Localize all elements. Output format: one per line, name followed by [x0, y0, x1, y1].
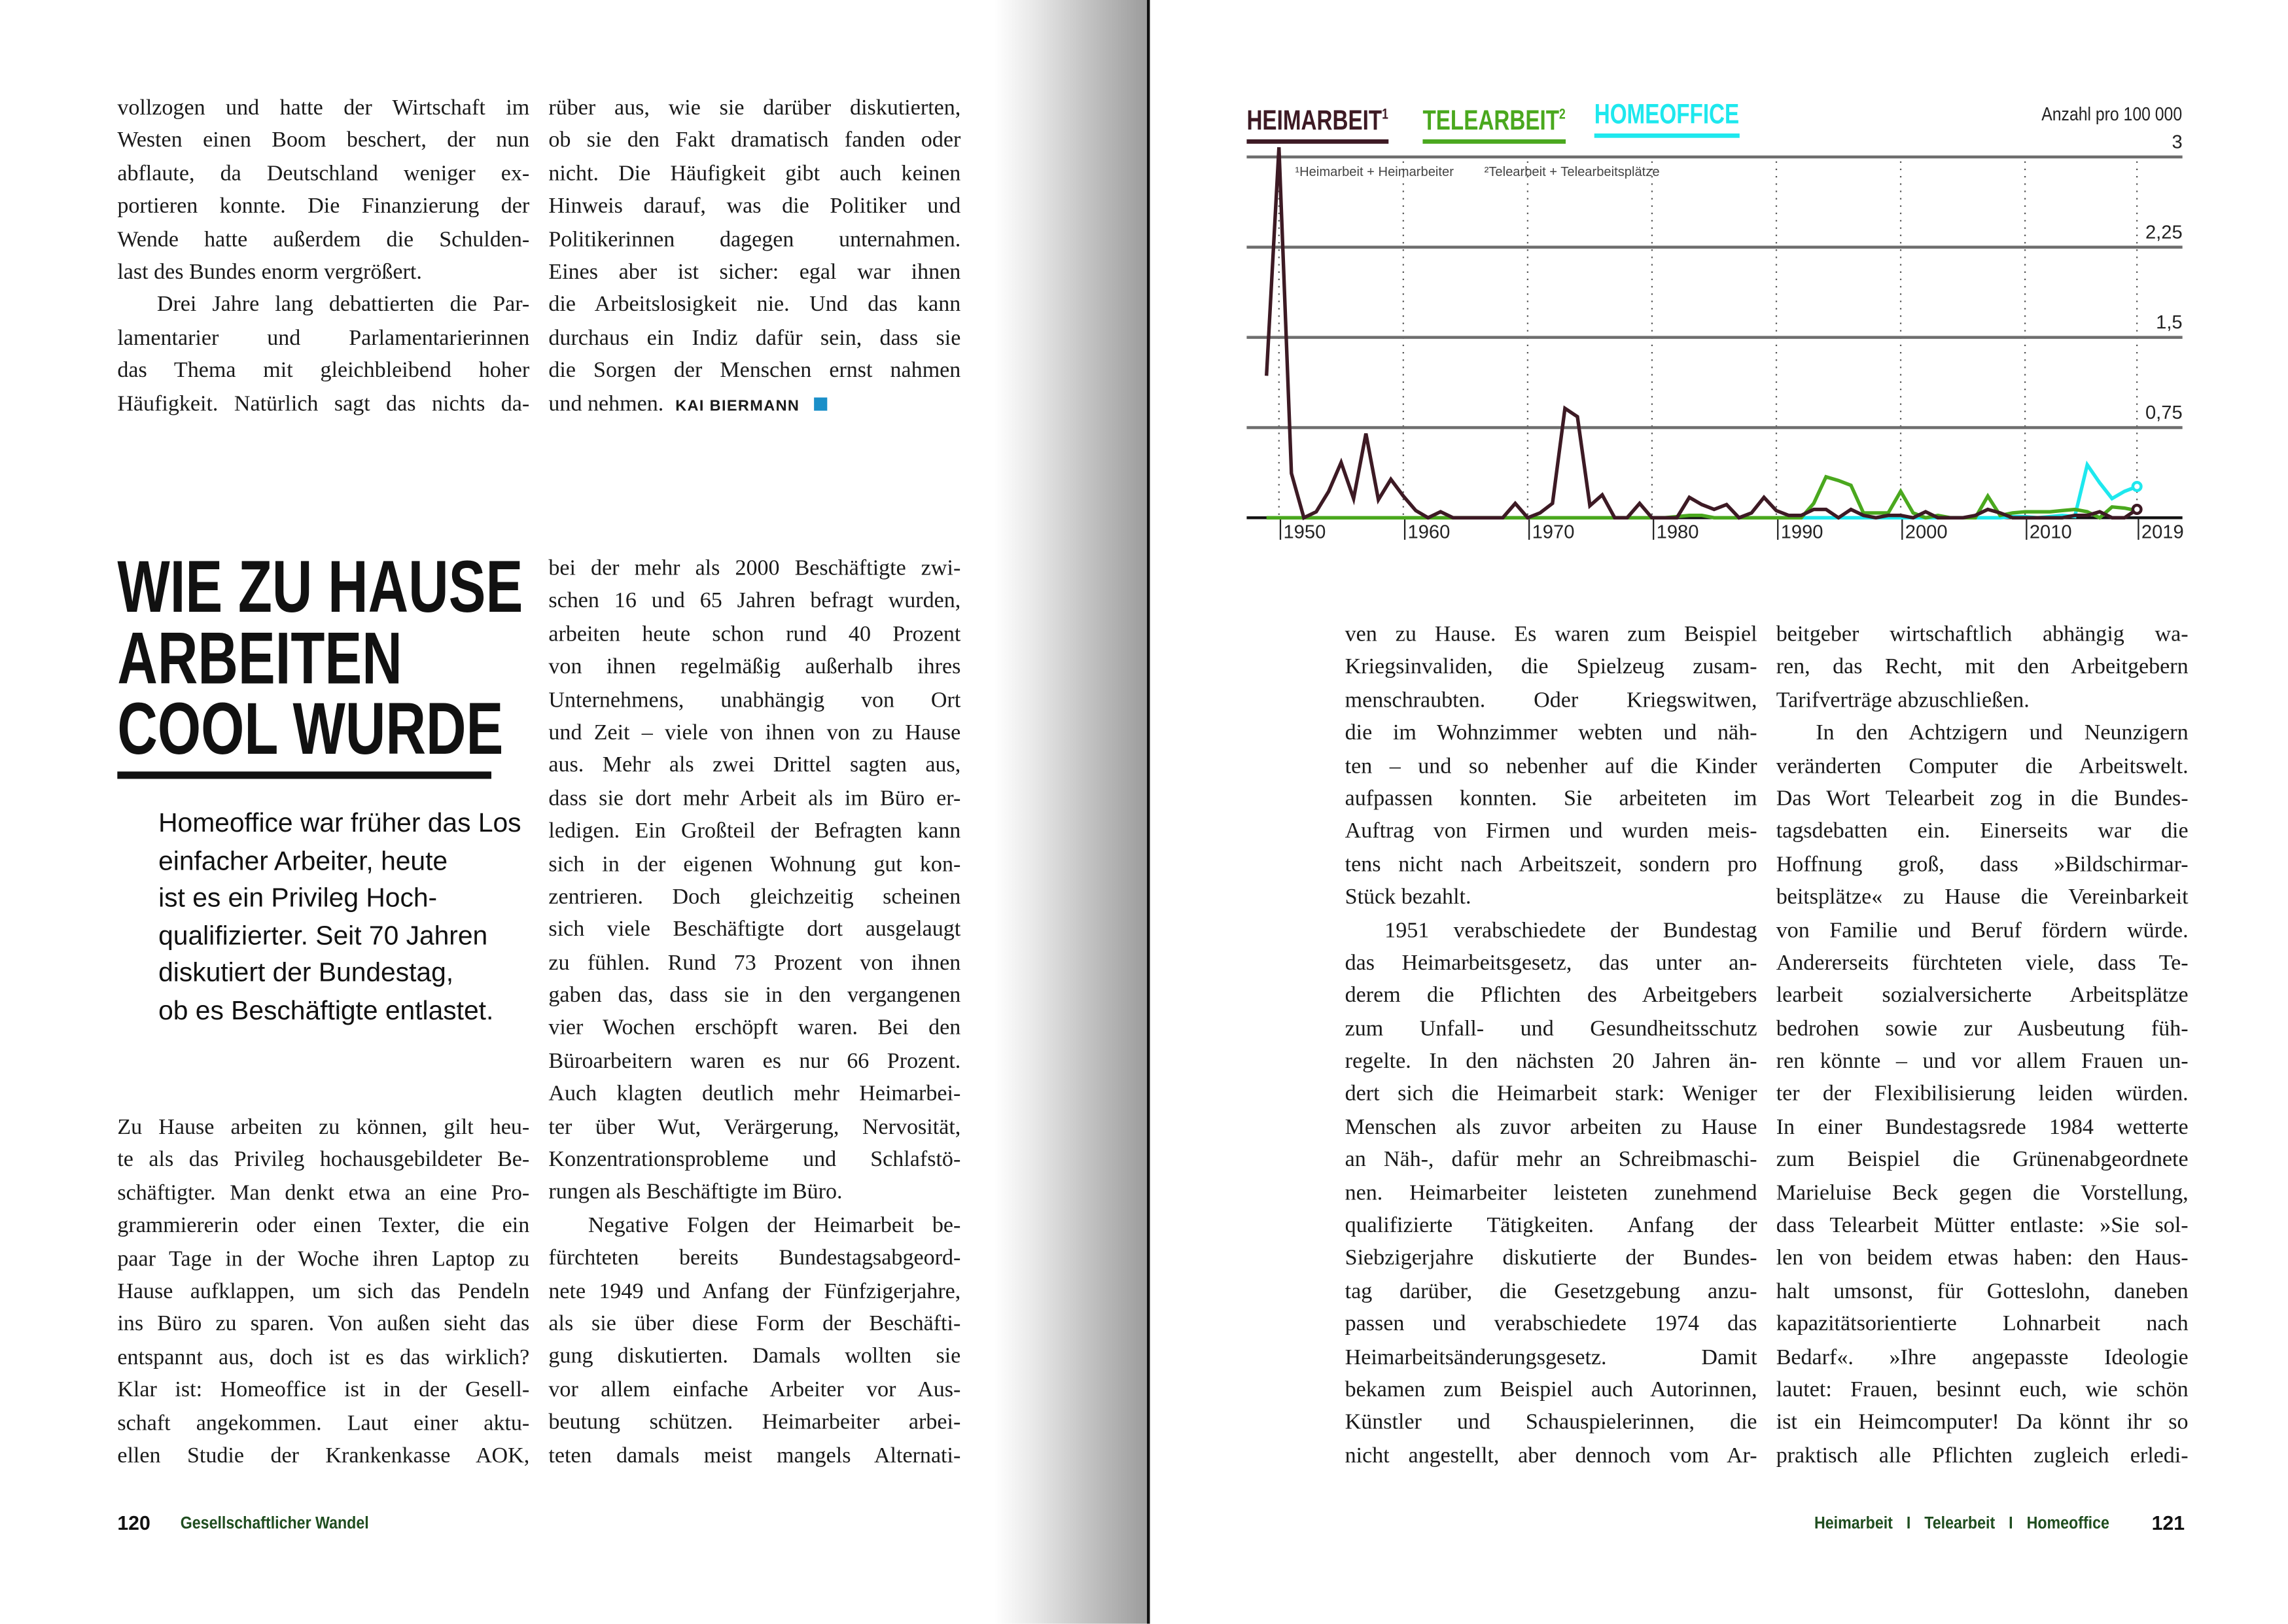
- text-line-content: Stück bezahlt.: [1345, 885, 1471, 910]
- text-line: [1776, 783, 2189, 816]
- text-line: [548, 750, 960, 783]
- text-line-content: schen 16 und 65 Jahren befragt wurden,: [548, 588, 961, 614]
- text-line-content: das Thema mit gleichbleibend hoher: [117, 358, 530, 383]
- text-line: [548, 1210, 960, 1243]
- x-tick-label: 1990: [1780, 521, 1823, 543]
- text-line-content: sich in der eigenen Wohnung gut kon-: [548, 851, 961, 877]
- text-line: [1776, 1046, 2189, 1079]
- deck-line: ist es ein Privileg Hoch-: [158, 883, 438, 913]
- text-line-content: nete 1949 und Anfang der Fünfzigerjahre,: [548, 1278, 961, 1303]
- text-line-content: von ihnen regelmäßig außerhalb ihres: [548, 654, 961, 680]
- text-line-content: Klar ist: Homeoffice ist in der Gesell-: [117, 1377, 530, 1403]
- deck-line: diskutiert der Bundestag,: [158, 958, 454, 988]
- text-line-content: halt umsonst, für Gotteslohn, daneben: [1776, 1279, 2189, 1304]
- text-line-content: ob sie den Fakt dramatisch fanden oder: [548, 128, 961, 154]
- text-line-content: ledigen. Ein Großteil der Befragten kann: [548, 819, 961, 844]
- text-line-content: die Sorgen der Menschen ernst nahmen: [548, 358, 961, 383]
- footnote-2: ²Telearbeit + Telearbeitsplätze: [1484, 165, 1660, 180]
- text-line-content: aus. Mehr als zwei Drittel sagten aus,: [548, 752, 961, 778]
- text-line: [1776, 1013, 2189, 1046]
- text-line: [1345, 1079, 1757, 1112]
- x-tick-label: 1980: [1656, 521, 1699, 543]
- text-line-content: sich viele Beschäftigte dort ausgelaugt: [548, 917, 961, 942]
- text-line: [1345, 1013, 1757, 1046]
- text-line: [1345, 1407, 1757, 1440]
- text-line: [1345, 684, 1757, 717]
- text-line: [117, 1407, 529, 1440]
- text-line-content: ist ein Heimcomputer! Da könnt ihr so: [1776, 1410, 2189, 1436]
- text-line-content: Auftrag von Firmen und wurden meis-: [1345, 819, 1757, 844]
- text-line: [1776, 750, 2189, 783]
- text-line: [1345, 915, 1757, 947]
- text-line: [1345, 783, 1757, 816]
- text-line-content: ellen Studie der Krankenkasse AOK,: [117, 1443, 530, 1468]
- text-line-content: teten damals meist mangels Alternati-: [548, 1442, 961, 1468]
- x-tick-label: 1960: [1407, 521, 1451, 543]
- text-line: [1776, 1144, 2189, 1177]
- text-line: [1345, 1341, 1757, 1374]
- section-homeoffice: Homeoffice: [2026, 1515, 2109, 1533]
- text-line-content: ven zu Hause. Es waren zum Beispiel: [1345, 622, 1757, 647]
- line-chart: [0, 0, 2288, 587]
- text-line-content: Büroarbeitern waren es nur 66 Prozent.: [548, 1048, 961, 1074]
- text-line-content: von Familie und Beruf fördern würde.: [1776, 917, 2189, 943]
- section-heimarbeit: Heimarbeit: [1814, 1515, 1893, 1533]
- text-line: [1345, 816, 1757, 849]
- text-line-content: schaft angekommen. Laut einer aktu-: [117, 1410, 530, 1436]
- text-line-content: Kriegsinvaliden, die Spielzeug zusam-: [1345, 654, 1757, 680]
- text-line-content: Andererseits fürchteten viele, dass Te-: [1776, 950, 2189, 976]
- text-line: [1776, 1079, 2189, 1112]
- text-line: [548, 783, 960, 815]
- x-tick-label: 2000: [1905, 521, 1948, 543]
- text-line: [1776, 684, 2189, 717]
- text-line-content: beitgeber wirtschaftlich abhängig wa-: [1776, 622, 2189, 647]
- right-body-column-1: [1345, 619, 1757, 1473]
- text-line: [117, 1144, 529, 1177]
- text-line: [1776, 915, 2189, 947]
- text-line: [548, 652, 960, 684]
- text-line-content: die im Wohnzimmer webten und näh-: [1345, 720, 1757, 746]
- text-line: [1776, 1276, 2189, 1309]
- text-line: [548, 586, 960, 618]
- text-line-content: die Arbeitslosigkeit nie. Und das kann: [548, 292, 961, 317]
- text-line-content: ins Büro zu sparen. Von außen sieht das: [117, 1311, 530, 1337]
- text-line: [1776, 947, 2189, 980]
- text-line-content: Auch klagten deutlich mehr Heimarbei-: [548, 1081, 961, 1106]
- text-line-content: bedrohen sowie zur Ausbeutung füh-: [1776, 1015, 2189, 1041]
- text-line-content: paar Tage in der Woche ihren Laptop zu: [117, 1246, 530, 1271]
- text-line-content: nen. Heimarbeiter leisteten zunehmend: [1345, 1180, 1757, 1205]
- chart-unit-label: Anzahl pro 100 000: [2041, 102, 2183, 125]
- text-line-content: ren, das Recht, mit den Arbeitgebern: [1776, 654, 2189, 680]
- page-number-left: 120: [117, 1512, 150, 1534]
- text-line: [548, 684, 960, 717]
- text-line: [548, 717, 960, 750]
- text-line-content: schäftigter. Man denkt etwa an eine Pro-: [117, 1180, 530, 1206]
- text-line: [1776, 1407, 2189, 1440]
- text-line: [548, 1275, 960, 1308]
- text-line-content: Drei Jahre lang debattierten die Par-: [156, 292, 530, 317]
- text-line-content: bekamen zum Beispiel auch Autorinnen,: [1345, 1377, 1757, 1403]
- deck-line: qualifizierter. Seit 70 Jahren: [158, 921, 488, 951]
- text-line-content: 1951 verabschiedete der Bundestag: [1384, 917, 1757, 943]
- text-line-content: Hause aufklappen, um sich das Pendeln: [117, 1279, 530, 1304]
- right-body-column-2: [1776, 619, 2189, 1473]
- text-line: [1345, 947, 1757, 980]
- text-line: [1345, 1177, 1757, 1210]
- text-line-content: beutung schützen. Heimarbeiter arbei-: [548, 1409, 961, 1435]
- text-line: [1345, 1112, 1757, 1144]
- text-line: [548, 1243, 960, 1275]
- text-line-content: passen und verabschiedete 1974 das: [1345, 1311, 1757, 1337]
- text-line-content: Das Wort Telearbeit zog in die Bundes-: [1776, 786, 2189, 811]
- text-line-content: ter über Wut, Verärgerung, Nervosität,: [548, 1114, 961, 1139]
- text-line-content: Eines aber ist sicher: egal war ihnen: [548, 259, 961, 285]
- text-line: [117, 1112, 529, 1144]
- x-tick-label: 2010: [2029, 521, 2072, 543]
- text-line-content: praktisch alle Pflichten zugleich erledi-: [1776, 1443, 2189, 1468]
- deck-line: Homeoffice war früher das Los: [158, 808, 521, 838]
- text-line-content: rüber aus, wie sie darüber diskutierten,: [548, 95, 961, 120]
- text-line: [1776, 980, 2189, 1013]
- text-line: [548, 1046, 960, 1078]
- text-line-content: Häufigkeit. Natürlich sagt das nichts da-: [117, 391, 530, 416]
- text-line: [117, 1342, 529, 1375]
- text-line-content: und nehmen.: [548, 391, 664, 416]
- text-line: [1345, 882, 1757, 915]
- series-line-heimarbeit: [1267, 147, 2137, 518]
- text-line-content: dert sich die Heimarbeit stark: Weniger: [1345, 1082, 1757, 1107]
- x-tick-label: 1970: [1532, 521, 1575, 543]
- section-separator: I: [2009, 1515, 2013, 1533]
- text-line-content: Hoffnung groß, dass »Bildschirmar-: [1776, 851, 2189, 877]
- text-line-content: grammiererin oder einen Texter, die ein: [117, 1213, 530, 1239]
- text-line: [1776, 1112, 2189, 1144]
- text-line-content: len von beidem etwas haben: den Haus-: [1776, 1246, 2189, 1271]
- text-line: [1345, 1309, 1757, 1341]
- text-line: [1345, 1374, 1757, 1407]
- text-line: [1345, 1210, 1757, 1243]
- text-line: [548, 1013, 960, 1046]
- headline-line: ARBEITEN: [117, 616, 402, 699]
- deck-line: ob es Beschäftigte entlastet.: [158, 996, 494, 1025]
- text-line: [548, 1341, 960, 1374]
- author-byline: KAI BIERMANN: [675, 397, 800, 415]
- footnote-1: ¹Heimarbeit + Heimarbeiter: [1295, 165, 1454, 180]
- text-line: [1345, 1243, 1757, 1276]
- text-line-content: durchaus ein Indiz dafür sein, dass sie: [548, 325, 961, 351]
- text-line-content: an Näh-, dafür mehr an Schreibmaschi-: [1345, 1147, 1757, 1173]
- text-line-content: zum Unfall- und Gesundheitsschutz: [1345, 1015, 1757, 1041]
- text-line-content: te als das Privileg hochausgebildeter Be-: [117, 1147, 530, 1173]
- text-line-content: Westen einen Boom beschert, der nun: [117, 128, 530, 154]
- text-line: [1776, 849, 2189, 881]
- text-line: [117, 1243, 529, 1276]
- text-line-content: Konzentrationsprobleme und Schlafstö-: [548, 1147, 961, 1173]
- text-line-content: Künstler und Schauspielerinnen, die: [1345, 1410, 1757, 1436]
- text-line-content: vor allem einfache Arbeiter vor Aus-: [548, 1377, 961, 1402]
- text-line: [548, 980, 960, 1013]
- text-line-content: das Heimarbeitsgesetz, das unter an-: [1345, 950, 1757, 976]
- text-line: [1345, 1144, 1757, 1177]
- text-line-content: ren könnte – und vor allem Frauen un-: [1776, 1048, 2189, 1074]
- text-line-content: vier Wochen erschöpft waren. Bei den: [548, 1015, 961, 1041]
- text-line-content: entspannt aus, doch ist es das wirklich?: [117, 1345, 530, 1370]
- text-line-content: learbeit sozialversicherte Arbeitsplätze: [1776, 983, 2189, 1008]
- text-line-content: zu fühlen. Rund 73 Prozent von ihnen: [548, 949, 961, 976]
- legend-footnote-mark: 2: [1559, 107, 1566, 124]
- text-line: [1776, 816, 2189, 849]
- text-line-content: lautet: Frauen, besinnt euch, wie schön: [1776, 1377, 2189, 1403]
- text-line: [548, 1144, 960, 1177]
- text-line: [1776, 1374, 2189, 1407]
- text-line-content: In einer Bundestagsrede 1984 wetterte: [1776, 1114, 2189, 1140]
- text-line-content: last des Bundes enorm vergrößert.: [117, 259, 422, 285]
- text-line: [548, 1309, 960, 1341]
- text-line: [548, 1374, 960, 1407]
- headline-underline: [117, 771, 491, 779]
- text-line-content: kapazitätsorientierte Lohnarbeit nach: [1776, 1311, 2189, 1337]
- text-line: [117, 1276, 529, 1309]
- headline-line: WIE ZU HAUSE: [117, 545, 523, 628]
- x-tick-label: 1950: [1283, 521, 1326, 543]
- text-line-content: Menschen als zuvor arbeiten zu Hause: [1345, 1114, 1757, 1140]
- text-line-content: Politikerinnen dagegen unternahmen.: [548, 226, 961, 252]
- text-line-content: qualifizierte Tätigkeiten. Anfang der: [1345, 1212, 1757, 1239]
- text-line: [548, 1177, 960, 1210]
- text-line: [548, 849, 960, 881]
- text-line: [1345, 980, 1757, 1013]
- text-line-content: zentrieren. Doch gleichzeitig scheinen: [548, 884, 961, 909]
- page-number-right: 121: [2151, 1512, 2185, 1534]
- text-line: [548, 914, 960, 947]
- text-line-content: Wende hatte außerdem die Schulden-: [117, 226, 530, 252]
- text-line: [548, 1439, 960, 1472]
- text-line-content: nicht angestellt, aber dennoch vom Ar-: [1345, 1443, 1757, 1468]
- text-line-content: bei der mehr als 2000 Beschäftigte zwi-: [548, 556, 961, 581]
- text-line: [1776, 882, 2189, 915]
- left-body-column-2: [548, 553, 960, 1472]
- text-line: [117, 1375, 529, 1407]
- text-line: [548, 1407, 960, 1439]
- text-line-content: aufpassen konnten. Sie arbeiteten im: [1345, 786, 1757, 811]
- text-line-content: Unternehmens, unabhängig von Ort: [548, 687, 961, 713]
- legend-label: HOMEOFFICE: [1594, 99, 1740, 131]
- text-line-content: tagsdebatten ein. Einerseits war die: [1776, 819, 2189, 844]
- text-line-content: gung diskutierten. Damals wollten sie: [548, 1344, 961, 1369]
- text-line-content: tag darüber, die Gesetzgebung anzu-: [1345, 1279, 1757, 1304]
- text-line: [1776, 1440, 2189, 1473]
- text-line-content: abflaute, da Deutschland weniger ex-: [117, 161, 530, 186]
- chart-series: [1267, 147, 2141, 518]
- text-line-content: ter der Flexibilisierung leiden würden.: [1776, 1082, 2189, 1107]
- legend-label: TELEARBEIT: [1422, 106, 1560, 137]
- text-line: [1776, 619, 2189, 652]
- text-line-content: Marieluise Beck gegen die Vorstellung,: [1776, 1180, 2189, 1205]
- text-line-content: lamentarier und Parlamentarierinnen: [117, 325, 530, 351]
- text-line: [1345, 619, 1757, 652]
- text-line-content: nicht. Die Häufigkeit gibt auch keinen: [548, 161, 961, 186]
- text-line-content: Tarifverträge abzuschließen.: [1776, 687, 2030, 713]
- text-line: [1776, 718, 2189, 750]
- text-line-content: Siebzigerjahre diskutierte der Bundes-: [1345, 1246, 1757, 1271]
- text-line: [1345, 718, 1757, 750]
- text-line: [1776, 1210, 2189, 1243]
- text-line-content: dass sie dort mehr Arbeit als im Büro er-: [548, 785, 961, 811]
- legend-label: HEIMARBEIT: [1246, 106, 1382, 137]
- text-line-content: veränderten Computer die Arbeitswelt.: [1776, 753, 2189, 779]
- y-tick-label: 3: [2172, 132, 2183, 153]
- headline-line: COOL WURDE: [117, 688, 504, 770]
- y-tick-label: 1,5: [2156, 312, 2183, 334]
- text-line-content: portieren konnte. Die Finanzierung der: [117, 194, 530, 219]
- text-line-content: regelte. In den nächsten 20 Jahren än-: [1345, 1048, 1757, 1074]
- text-line: [117, 1210, 529, 1243]
- text-line: [548, 947, 960, 980]
- section-title-left: Gesellschaftlicher Wandel: [180, 1515, 369, 1533]
- text-line-content: In den Achtzigern und Neunzigern: [1816, 720, 2189, 746]
- deck-line: einfacher Arbeiter, heute: [158, 845, 448, 875]
- text-line: [1776, 1341, 2189, 1374]
- text-line: [1345, 1046, 1757, 1079]
- text-line: [1345, 1440, 1757, 1473]
- text-line-content: Heimarbeitsänderungsgesetz. Damit: [1345, 1344, 1757, 1369]
- text-line: [548, 881, 960, 914]
- text-line-content: rungen als Beschäftigte im Büro.: [548, 1180, 843, 1205]
- text-line-content: dass Telearbeit Mütter entlaste: »Sie sol-: [1776, 1212, 2189, 1239]
- text-line-content: als sie über diese Form der Beschäfti-: [548, 1311, 961, 1337]
- text-line: [1776, 1177, 2189, 1210]
- x-tick-label: 2019: [2141, 521, 2184, 543]
- section-telearbeit: Telearbeit: [1924, 1515, 1996, 1533]
- text-line-content: tens nicht nach Arbeitszeit, sondern pro: [1345, 851, 1757, 877]
- series-line-telearbeit: [1267, 477, 2137, 518]
- text-line-content: menschraubten. Oder Kriegswitwen,: [1345, 687, 1757, 713]
- text-line: [548, 1111, 960, 1144]
- legend-footnote-mark: 1: [1382, 107, 1388, 124]
- text-line-content: ten – und so nebenher auf die Kinder: [1345, 753, 1757, 779]
- text-line-content: derem die Pflichten des Arbeitgebers: [1345, 983, 1757, 1008]
- text-line-content: Negative Folgen der Heimarbeit be-: [588, 1212, 961, 1238]
- text-line-content: gaben das, dass sie in den vergangenen: [548, 983, 961, 1008]
- text-line: [117, 1440, 529, 1473]
- text-line: [1345, 1276, 1757, 1309]
- text-line: [1345, 652, 1757, 684]
- text-line-content: fürchteten bereits Bundestagsabgeord-: [548, 1245, 961, 1271]
- y-tick-label: 0,75: [2145, 402, 2183, 424]
- text-line: [548, 619, 960, 652]
- text-line: [1345, 750, 1757, 783]
- text-line: [117, 1178, 529, 1210]
- text-line: [117, 1309, 529, 1341]
- section-title-right: [1814, 1515, 2109, 1533]
- text-line-content: Hinweis darauf, was die Politiker und: [548, 194, 961, 219]
- text-line-content: Zu Hause arbeiten zu können, gilt heu-: [117, 1114, 530, 1140]
- text-line-content: beitsplätze« zu Hause die Vereinbarkeit: [1776, 885, 2189, 910]
- chart-grid: [1246, 132, 2183, 542]
- text-line-content: Bedarf«. »Ihre angepasste Ideologie: [1776, 1344, 2189, 1369]
- text-line-content: arbeiten heute schon rund 40 Prozent: [548, 621, 961, 647]
- text-line-content: zum Beispiel die Grünenabgeordnete: [1776, 1147, 2189, 1173]
- text-line: [1345, 849, 1757, 881]
- text-line: [1776, 1309, 2189, 1341]
- series-end-marker-homeoffice: [2133, 482, 2141, 491]
- section-separator: I: [1906, 1515, 1911, 1533]
- text-line-content: und Zeit – viele von ihnen von zu Hause: [548, 720, 961, 745]
- series-end-marker-heimarbeit: [2133, 505, 2141, 514]
- article-deck: [158, 805, 521, 1031]
- text-line: [1776, 652, 2189, 684]
- text-line: [548, 816, 960, 849]
- text-line: [548, 1078, 960, 1111]
- text-line: [1776, 1243, 2189, 1276]
- y-tick-label: 2,25: [2145, 222, 2183, 243]
- text-line-content: vollzogen und hatte der Wirtschaft im: [117, 95, 530, 120]
- left-body-column-1: [117, 1112, 529, 1473]
